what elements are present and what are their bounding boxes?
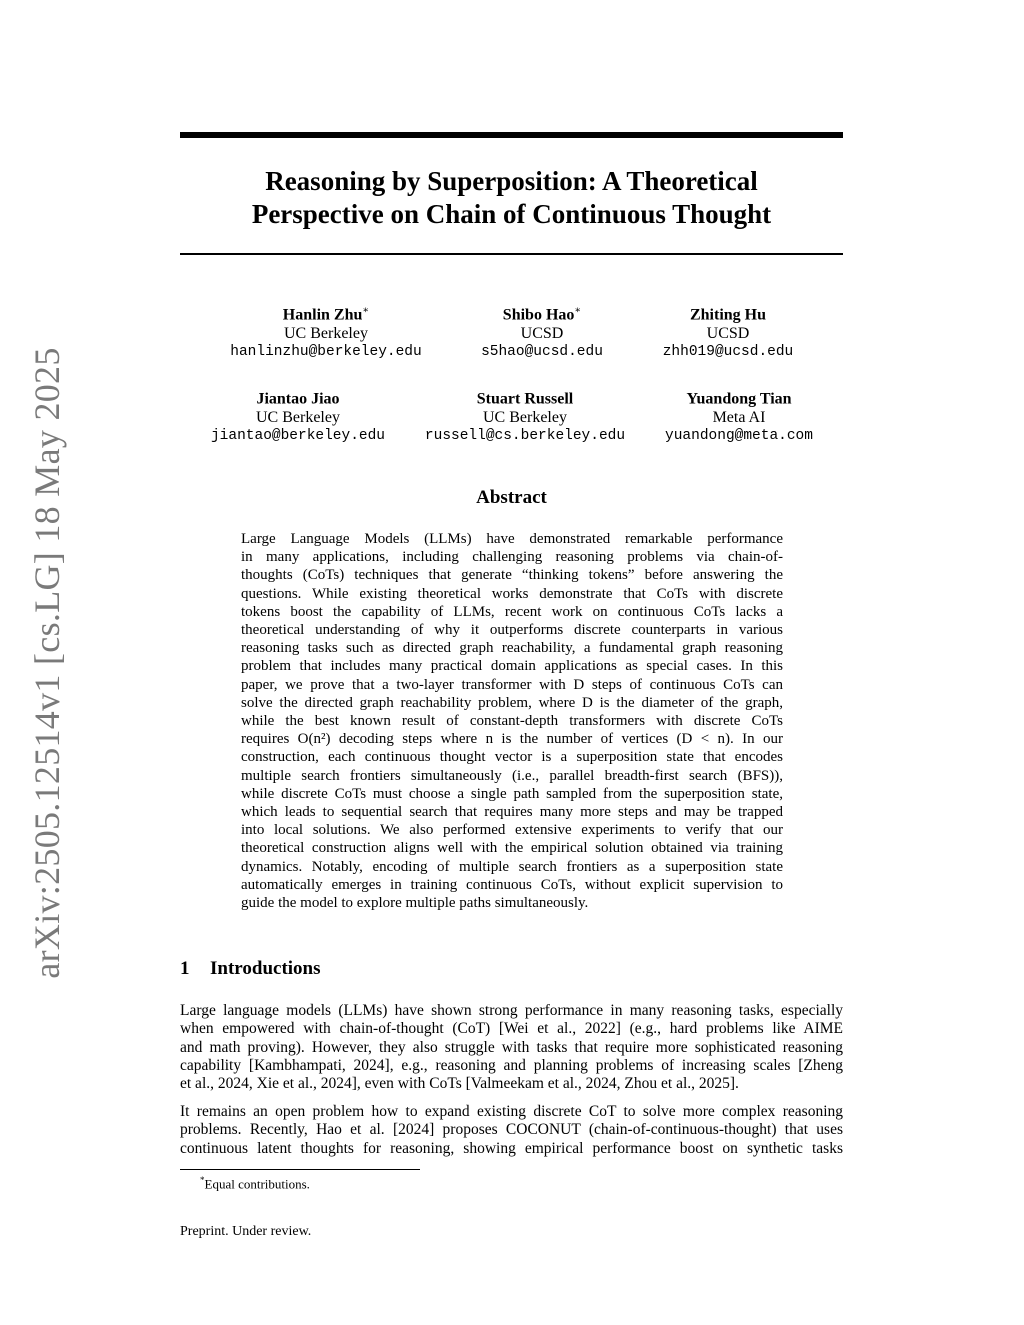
abstract-line: theoretical understanding of why it outperforms discrete counterparts in various xyxy=(241,622,783,639)
author-block xyxy=(613,301,843,362)
abstract-line: requires O(n²) decoding steps where n is the number of vertices (D < n). In our xyxy=(241,731,783,748)
abstract-text xyxy=(241,530,783,912)
abstract-line: problem that includes many practical domain applications as special cases. In this xyxy=(241,658,783,675)
section-number: 1 xyxy=(180,958,190,979)
abstract-line: while discrete CoTs must choose a single path sampled from the superposition state, xyxy=(241,785,783,802)
abstract-line: construction, each continuous thought vector is a superposition state that encodes xyxy=(241,749,783,766)
author-affiliation: UCSD xyxy=(706,325,750,343)
author-email[interactable]: hanlinzhu@berkeley.edu xyxy=(230,344,422,361)
paragraph-line: when empowered with chain-of-thought (CoT) [Wei et al., 2022] (e.g., hard problems like AIME xyxy=(180,1020,843,1038)
paragraph-line: and math proving). However, they also struggle with tasks that require more sophisticated reasoning xyxy=(180,1038,843,1056)
author-name: Jiantao Jiao xyxy=(256,390,340,408)
abstract-line: guide the model to explore multiple paths simultaneously. xyxy=(241,895,589,912)
title-top-rule xyxy=(180,132,843,138)
abstract-line: reasoning tasks such as directed graph reachability, a fundamental graph reasoning xyxy=(241,640,783,657)
author-block xyxy=(183,385,413,446)
abstract-line: which leads to sequential search that requires many more steps and may be trapped xyxy=(241,804,783,821)
paragraph-line: problems. Recently, Hao et al. [2024] proposes COCONUT (chain-of-continuous-thought) that uses xyxy=(180,1121,843,1139)
author-affiliation: UC Berkeley xyxy=(256,409,340,427)
abstract-line: solve the directed graph reachability problem, where D is the diameter of the graph, xyxy=(241,694,783,711)
author-block xyxy=(410,385,640,446)
footnote xyxy=(200,1175,310,1192)
author-affiliation: UCSD xyxy=(520,325,564,343)
author-name: Hanlin Zhu∗ xyxy=(282,305,370,324)
paragraph-line: capability [Kambhampati, 2024], e.g., reasoning and planning problems of increasing scales [Zheng xyxy=(180,1056,843,1074)
intro-paragraph-1 xyxy=(180,1002,843,1093)
author-name: Zhiting Hu xyxy=(689,306,767,324)
author-block xyxy=(624,385,854,446)
section-title: Introductions xyxy=(210,958,321,979)
footnote-mark: * xyxy=(200,1175,205,1185)
title-line-1: Reasoning by Superposition: A Theoretical xyxy=(265,166,758,196)
intro-paragraph-2 xyxy=(180,1103,843,1158)
paragraph-line: continuous latent thoughts for reasoning, showing empirical performance boost on synthetic tasks xyxy=(180,1139,843,1157)
footnote-text: Equal contributions. xyxy=(204,1176,310,1192)
author-email[interactable]: russell@cs.berkeley.edu xyxy=(424,428,626,445)
author-name: Shibo Hao∗ xyxy=(502,305,582,324)
author-email[interactable]: jiantao@berkeley.edu xyxy=(210,428,386,445)
author-email[interactable]: s5hao@ucsd.edu xyxy=(481,344,603,361)
abstract-heading: Abstract xyxy=(476,487,547,508)
abstract-line: questions. While existing theoretical works demonstrate that CoTs with discrete xyxy=(241,585,783,602)
preprint-note: Preprint. Under review. xyxy=(180,1224,312,1239)
author-affiliation: UC Berkeley xyxy=(483,409,567,427)
author-email[interactable]: zhh019@ucsd.edu xyxy=(662,344,794,361)
abstract-line: automatically emerges in training continuous CoTs, without explicit supervision to xyxy=(241,876,783,893)
author-affiliation: Meta AI xyxy=(712,409,766,427)
author-name: Stuart Russell xyxy=(476,390,574,408)
arxiv-identifier: arXiv:2505.12514v1 [cs.LG] 18 May 2025 xyxy=(27,347,67,979)
author-email[interactable]: yuandong@meta.com xyxy=(665,428,813,445)
section-heading xyxy=(180,958,321,980)
abstract-line: theoretical construction aligns well with the empirical solution obtained via training xyxy=(241,840,783,857)
abstract-line: dynamics. Notably, encoding of multiple search frontiers as a superposition state xyxy=(241,858,783,875)
abstract-line: multiple search frontiers simultaneously (i.e., parallel breadth-first search (BFS)), xyxy=(241,767,783,784)
abstract-line: paper, we prove that a two-layer transformer with D steps of continuous CoTs can xyxy=(241,676,783,693)
title-bottom-rule xyxy=(180,253,843,255)
paper-title xyxy=(180,165,843,231)
abstract-line: tokens boost the capability of LLMs, recent work on continuous CoTs lacks a xyxy=(241,603,783,620)
title-line-2: Perspective on Chain of Continuous Thought xyxy=(251,199,772,229)
author-block xyxy=(211,301,441,362)
abstract-line: into local solutions. We also performed extensive experiments to verify that our xyxy=(241,822,783,839)
abstract-line: while the best known result of constant-depth transformers with discrete CoTs xyxy=(241,713,783,730)
abstract-line: Large Language Models (LLMs) have demonstrated remarkable performance xyxy=(241,531,783,547)
footnote-rule xyxy=(180,1169,420,1170)
paragraph-line: Large language models (LLMs) have shown strong performance in many reasoning tasks, especially xyxy=(180,1002,843,1019)
author-affiliation: UC Berkeley xyxy=(284,325,368,343)
author-name: Yuandong Tian xyxy=(686,390,792,408)
abstract-line: in many applications, including challenging reasoning problems via chain-of- xyxy=(241,549,783,566)
abstract-line: thoughts (CoTs) techniques that generate “thinking tokens” before answering the xyxy=(241,567,783,584)
paragraph-line: et al., 2024, Xie et al., 2024], even with CoTs [Valmeekam et al., 2024, Zhou et al., 2025]. xyxy=(180,1075,739,1093)
paragraph-line: It remains an open problem how to expand existing discrete CoT to solve more complex reasoning xyxy=(180,1103,843,1120)
